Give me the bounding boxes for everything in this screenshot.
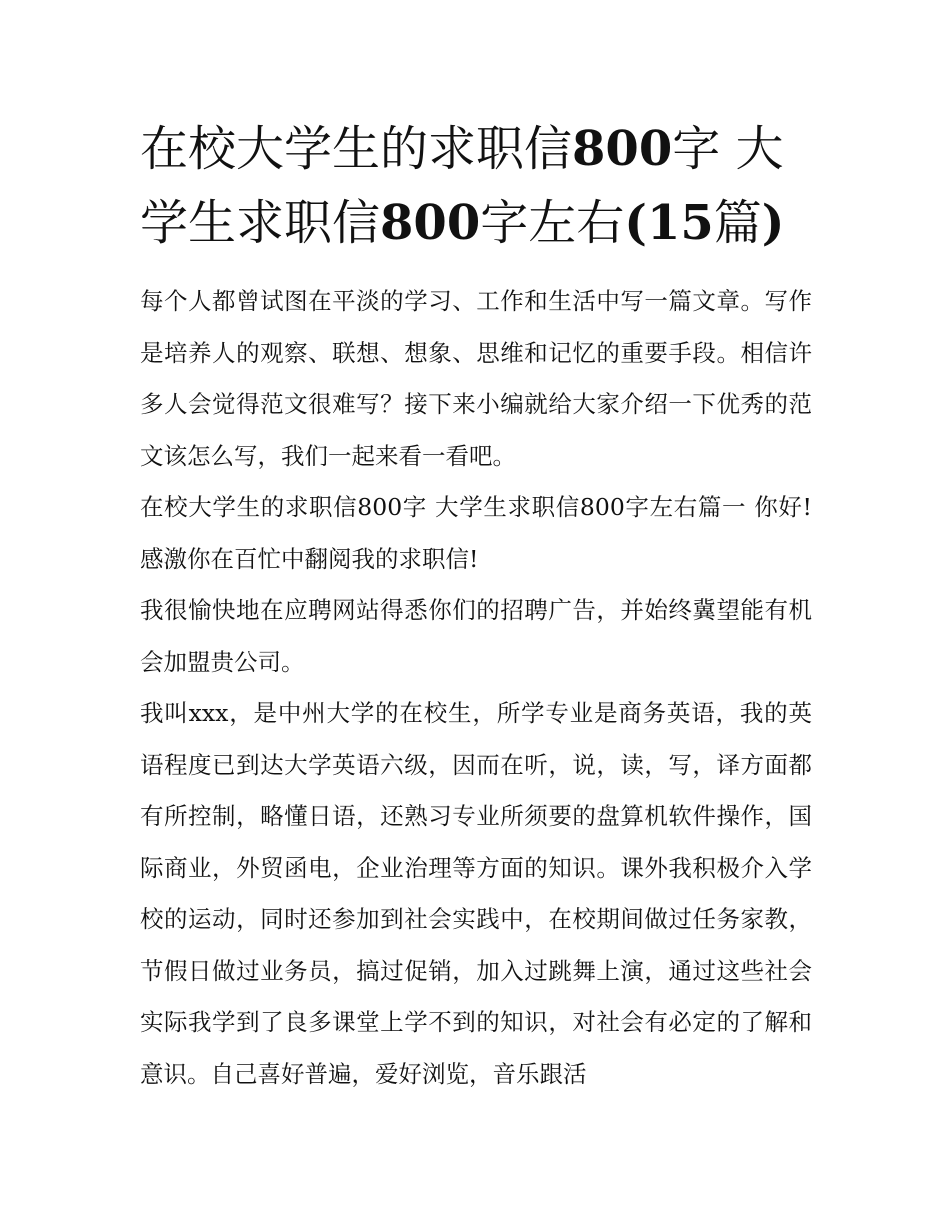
document-page	[140, 112, 812, 1100]
body-paragraph: 在校大学生的求职信800字 大学生求职信800字左右篇一 你好!感激你在百忙中翻阅我的求职信!	[140, 493, 812, 573]
title-segment: 800	[380, 195, 481, 251]
body-paragraph: 我很愉快地在应聘网站得悉你们的招聘广告，并始终冀望能有机会加盟贵公司。	[140, 596, 812, 676]
document-title	[140, 112, 812, 260]
title-segment: 字左右	[480, 195, 625, 251]
body-paragraph: 我叫xxx，是中州大学的在校生，所学专业是商务英语，我的英语程度已到达大学英语六级，因而在听，说，读，写，译方面都有所控制，略懂日语，还熟习专业所须要的盘算机软件操作，国际商业，外贸函电，企业治理等方面的知识。课外我积极介入学校的运动，同时还参加到社会实践中，在校期间做过任务家教，节假日做过业务员，搞过促销，加入过跳舞上演，通过这些社会实际我学到了良多课堂上学不到的知识，对社会有必定的了解和意识。自己喜好普遍，爱好浏览，音乐跟活	[140, 699, 812, 1088]
title-segment: 字 大学生求职信	[140, 121, 784, 251]
title-segment: (15	[624, 195, 714, 251]
title-segment: 800	[572, 121, 673, 177]
body-paragraph: 每个人都曾试图在平淡的学习、工作和生活中写一篇文章。写作是培养人的观察、联想、想象、思维和记忆的重要手段。相信许多人会觉得范文很难写？接下来小编就给大家介绍一下优秀的范文该怎么写，我们一起来看一看吧。	[140, 287, 812, 470]
document-body	[140, 276, 812, 1100]
title-segment: )	[761, 195, 785, 251]
title-segment: 篇	[713, 195, 762, 251]
title-segment: 在校大学生的求职信	[140, 121, 573, 177]
